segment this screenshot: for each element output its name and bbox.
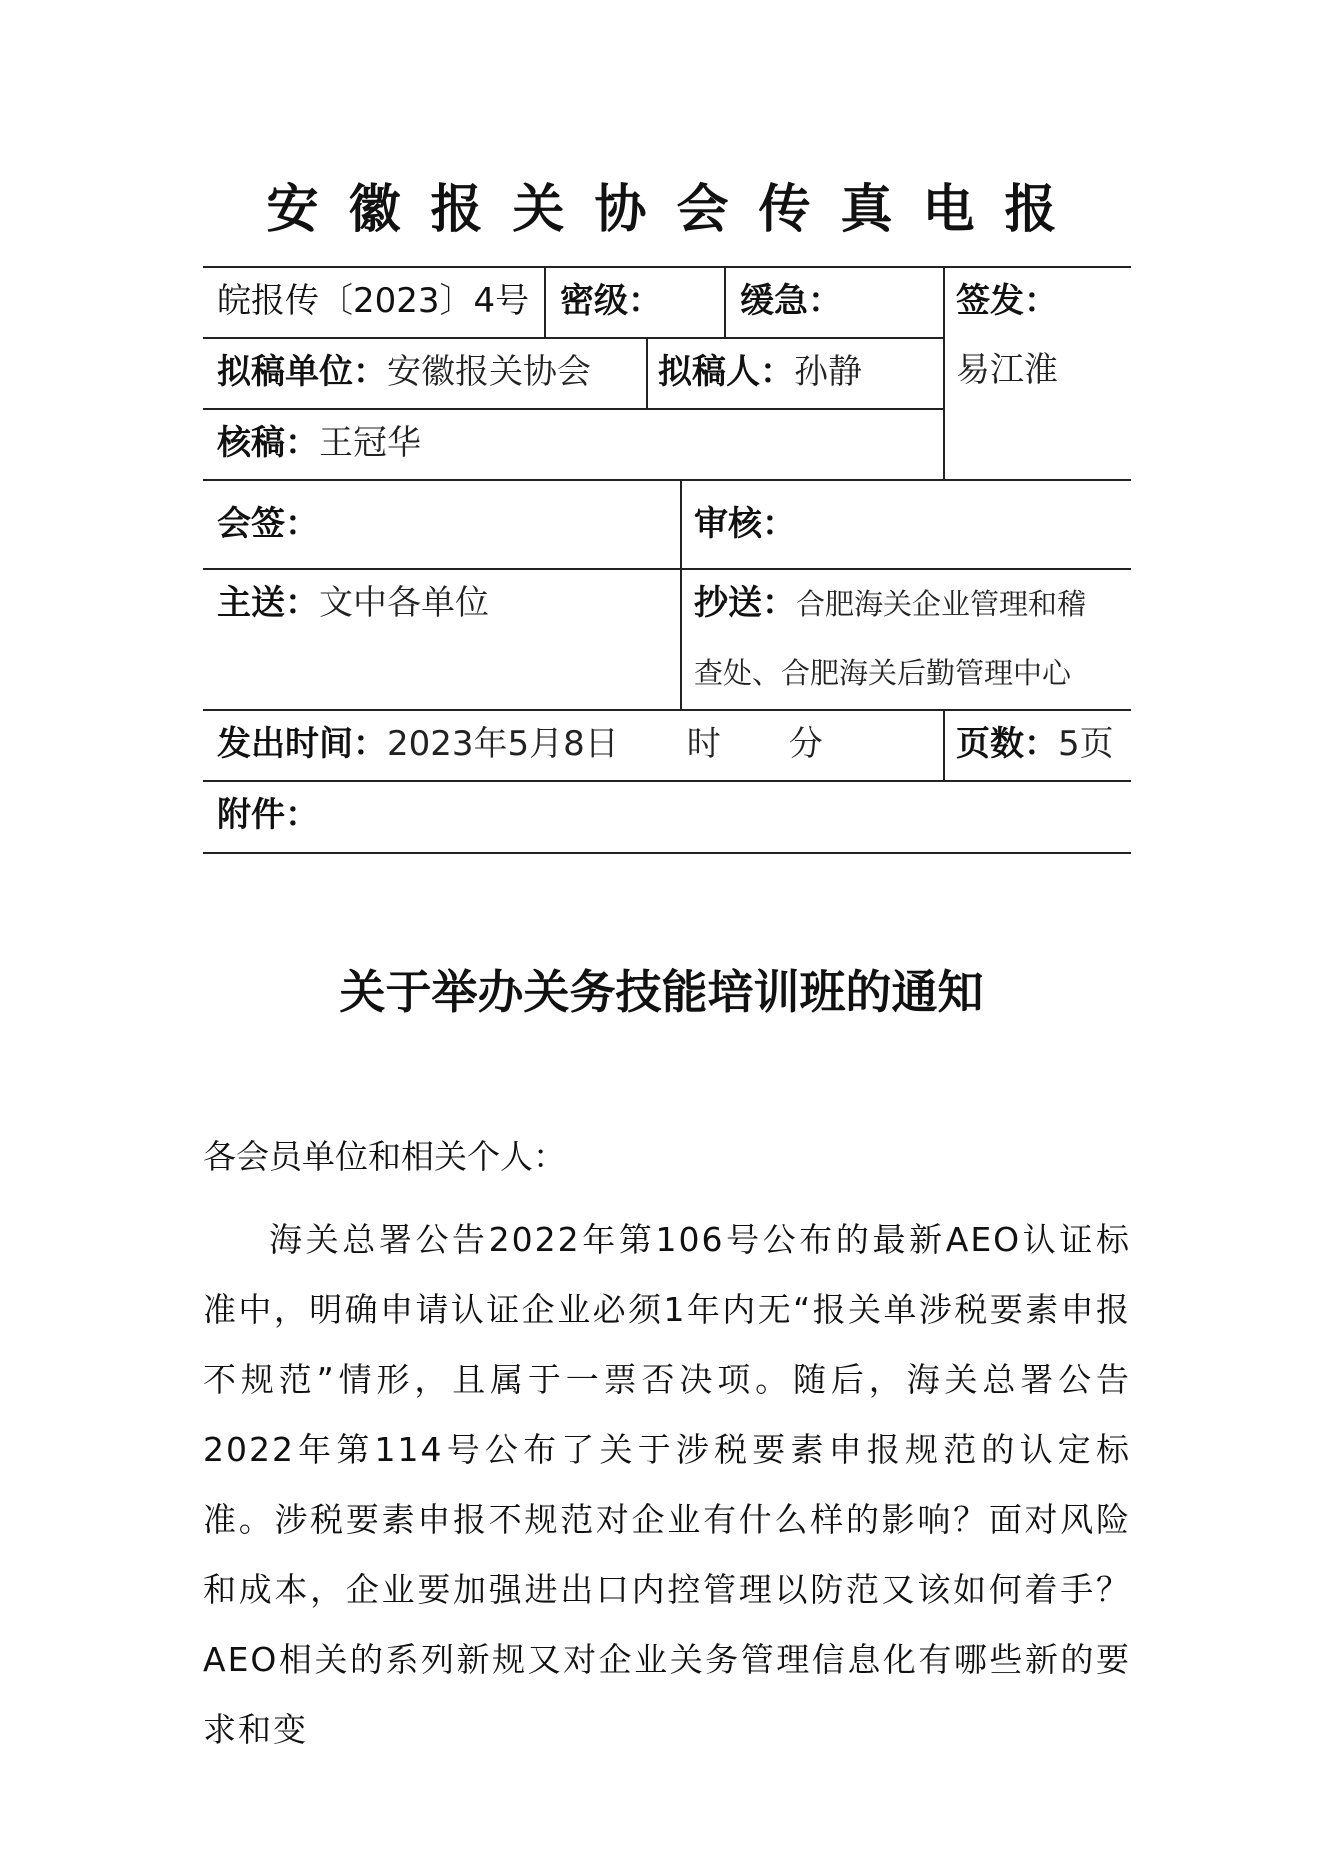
urgency-field <box>740 279 842 323</box>
cc-label: 抄送： <box>694 583 796 623</box>
sent-time-field <box>217 722 823 766</box>
to-value: 文中各单位 <box>319 583 489 623</box>
urgency-label: 缓急： <box>740 281 842 321</box>
pages-label: 页数： <box>956 724 1058 764</box>
table-rule <box>203 479 1131 481</box>
drafter-value: 孙静 <box>794 352 862 392</box>
drafter-field <box>658 350 862 394</box>
table-rule <box>544 266 546 337</box>
reviewer-label: 核稿： <box>217 423 319 463</box>
audit-label: 审核： <box>694 504 796 544</box>
attachment-label: 附件： <box>217 795 319 835</box>
doc-number <box>217 279 529 323</box>
salutation: 各会员单位和相关个人： <box>203 1137 566 1176</box>
cc-value-line2: 查处、合肥海关后勤管理中心 <box>694 656 1072 690</box>
drafting-unit-field <box>217 350 591 394</box>
table-rule <box>680 479 682 709</box>
page-title: 安徽报关协会传真电报 <box>266 179 1087 240</box>
pages-value: 5页 <box>1058 724 1114 764</box>
sent-time-label: 发出时间： <box>217 724 387 764</box>
reviewer-value: 王冠华 <box>319 423 421 463</box>
cc-field-cont <box>694 650 1071 695</box>
table-rule <box>203 780 1131 782</box>
signer-value <box>956 348 1058 392</box>
attachment-field <box>217 793 319 837</box>
countersign-label: 会签： <box>217 504 319 544</box>
signer-field <box>956 279 1058 323</box>
reviewer-field <box>217 421 421 465</box>
to-label: 主送： <box>217 583 319 623</box>
table-rule <box>943 266 945 479</box>
table-rule <box>724 266 726 337</box>
drafter-label: 拟稿人： <box>658 352 794 392</box>
drafting-unit-label: 拟稿单位： <box>217 352 387 392</box>
drafting-unit-value: 安徽报关协会 <box>387 352 591 392</box>
to-field <box>217 581 489 625</box>
table-rule <box>203 266 1131 268</box>
sent-time-value: 2023年5月8日 时 分 <box>387 724 823 764</box>
countersign-field <box>217 502 319 546</box>
notice-paragraph: 海关总署公告2022年第106号公布的最新AEO认证标准中，明确申请认证企业必须1年内无“报关单涉税要素申报不规范”情形，且属于一票否决项。随后，海关总署公告2022年第114号公布了关于涉税要素申报规范的认定标准。涉税要素申报不规范对企业有什么样的影响？面对风险和成本，企业要加强进出口内控管理以防范又该如何着手？AEO相关的系列新规又对企业关务管理信息化有哪些新的要求和变 <box>203 1220 1131 1749</box>
cc-field <box>694 581 1086 626</box>
cc-value-line1: 合肥海关企业管理和稽 <box>796 587 1087 621</box>
secrecy-label: 密级： <box>560 281 662 321</box>
table-rule <box>203 408 943 410</box>
audit-field <box>694 502 796 546</box>
table-rule <box>943 709 945 780</box>
signer-label: 签发： <box>956 281 1058 321</box>
signer-name: 易江淮 <box>956 350 1058 390</box>
table-rule <box>203 337 943 339</box>
table-rule <box>203 568 1131 570</box>
doc-number-value: 皖报传〔2023〕4号 <box>217 281 530 321</box>
table-rule <box>646 337 648 408</box>
secrecy-field <box>560 279 662 323</box>
telegram-header-table <box>203 266 1131 854</box>
table-rule <box>203 852 1131 854</box>
table-rule <box>203 709 1131 711</box>
notice-title: 关于举办关务技能培训班的通知 <box>339 965 984 1019</box>
pages-field <box>956 722 1114 766</box>
